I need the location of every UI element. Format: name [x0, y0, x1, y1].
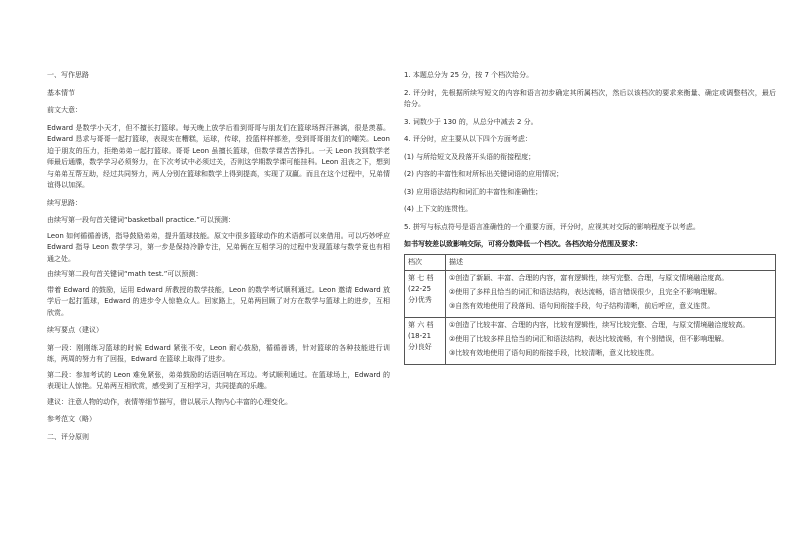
suggestion-text: 建议：注意人物的动作，表情等细节描写，借以展示人物内心丰富的心理变化。: [47, 397, 292, 406]
basic-plot-heading: 基本情节: [47, 88, 75, 97]
rule-5: 5. 拼写与标点符号是语言准确性的一个重要方面，评分时，应视其对交际的影响程度予以考虑。: [404, 222, 700, 231]
key-point-1: 第一段：刚刚练习篮球的时候 Edward 紧张不安，Leon 耐心鼓励，循循善诱，针对篮球的各种技能进行训练，两周的努力有了回报，Edward 在篮球上取得了进步。: [47, 343, 390, 363]
key-points-heading: 续写要点（建议）: [47, 326, 103, 334]
pre-content-heading: 前文大意：: [47, 106, 82, 114]
table-header-row: [405, 254, 776, 270]
description-cell: [446, 317, 776, 364]
rule-4-item-2: (2) 内容的丰富性和对所标出关键词语的应用情况；: [404, 170, 564, 178]
continuation-heading: 续写思路：: [47, 198, 82, 207]
hint1-heading: 由续写第一段句首关键词“basketball practice.”可以预测：: [47, 216, 235, 224]
rule-1: 1. 本题总分为 25 分，按 7 个档次给分。: [404, 71, 534, 79]
level-cell: 第 七 档(22-25 分)优秀: [405, 270, 446, 317]
right-column: [404, 70, 776, 365]
section-heading-scoring: 二、评分原则: [47, 432, 89, 441]
section-heading-writing-ideas: 一、写作思路: [47, 71, 89, 79]
description-item: ③自然有效地使用了段落间、语句间衔接手段，句子结构清晰，前后呼应，意义连贯。: [449, 301, 715, 310]
sample-essay-note: 参考范文（略）: [47, 415, 96, 423]
description-item: ②使用了比较多样且恰当的词汇和语法结构，表达比较流畅，有个别错误，但不影响理解。: [449, 334, 729, 343]
level-cell: 第 六 档(18-21 分)良好: [405, 317, 446, 364]
hint2-text: 带着 Edward 的鼓励，运用 Edward 所教授的数学技能，Leon 的数学考试顺利通过。Leon 邀请 Edward 放学后一起打篮球，Edward 的进步令人惊艳众人。回家路上，兄弟两回顾了对方在数学与篮球上的进步，互相欣赏。: [47, 285, 390, 317]
rule-4-item-3: (3) 应用语法结构和词汇的丰富性和准确性；: [404, 187, 543, 196]
rule-4: 4. 评分时，应主要从以下四个方面考虑：: [404, 135, 532, 143]
table-row: [405, 270, 776, 317]
header-level: 档次: [405, 254, 446, 270]
rule-3: 3. 词数少于 130 的，从总分中减去 2 分。: [404, 117, 538, 126]
scoring-rubric-table: [404, 254, 776, 365]
description-item: ①创造了新颖、丰富、合理的内容，富有逻辑性，续写完整、合理，与原文情境融洽度高。: [449, 273, 729, 282]
description-cell: [446, 270, 776, 317]
story-summary: Edward 是数学小天才，但不擅长打篮球。每天晚上放学后看到哥哥与朋友们在篮球场挥汗淋漓，很是羡慕。Edward 恳求与哥哥一起打篮球，表现实在糟糕，运球，传球，投篮样样都差，受到哥哥朋友们的嘲笑。Leon 迫于朋友的压力，拒绝弟弟一起打篮球。哥哥 Leon 虽擅长篮球，但数学课苦苦挣扎。一天 Leon 找到数学老师最后通牒，数学学习必须努力，在下次考试中必须过关，否则这学期数学课可能挂科。Leon 沮丧之下，想到与弟弟互帮互助，经过共同努力，两人分别在篮球和数学上得到提高，实现了双赢。而且在这个过程中，兄弟情谊得以加深。: [47, 123, 390, 189]
hint1-text: Leon 如何循循善诱，指导鼓励弟弟，提升篮球技能。原文中很多篮球动作的术语都可以来借用。可以巧妙呼应 Edward 指导 Leon 数学学习，第一步是保持冷静专注，兄弟俩在互相学习的过程中发现篮球与数学竟也有相通之处。: [47, 231, 390, 263]
table-row: [405, 317, 776, 364]
description-item: ①创造了比较丰富、合理的内容，比较有逻辑性，续写比较完整、合理，与原文情境融洽度较高。: [449, 320, 750, 329]
hint2-heading: 由续写第二段句首关键词“math test.”可以预测：: [47, 270, 203, 278]
description-item: ②使用了多样且恰当的词汇和语法结构，表达流畅，语言错误很少，且完全不影响理解。: [449, 287, 722, 296]
left-column: [47, 70, 390, 443]
rule-2: 2. 评分时，先根据所续写短文的内容和语言初步确定其所属档次，然后以该档次的要求来衡量、确定或调整档次，最后给分。: [404, 88, 776, 108]
rule-4-item-1: (1) 与所给短文及段落开头语的衔接程度；: [404, 152, 536, 161]
rule-4-item-4: (4) 上下文的连贯性。: [404, 205, 473, 213]
bold-scoring-note: 如书写较差以致影响交际，可将分数降低一个档次。各档次给分范围及要求：: [404, 240, 642, 248]
key-point-2: 第二段：参加考试的 Leon 难免紧张，弟弟鼓励的话语回响在耳边。考试顺利通过。在篮球场上，Edward 的表现让人惊艳。兄弟两互相欣赏，感受到了互相学习，共同提高的乐趣。: [47, 370, 390, 390]
description-item: ③比较有效地使用了语句间的衔接手段，比较清晰，意义比较连贯。: [449, 348, 659, 357]
header-description: 描述: [446, 254, 776, 270]
